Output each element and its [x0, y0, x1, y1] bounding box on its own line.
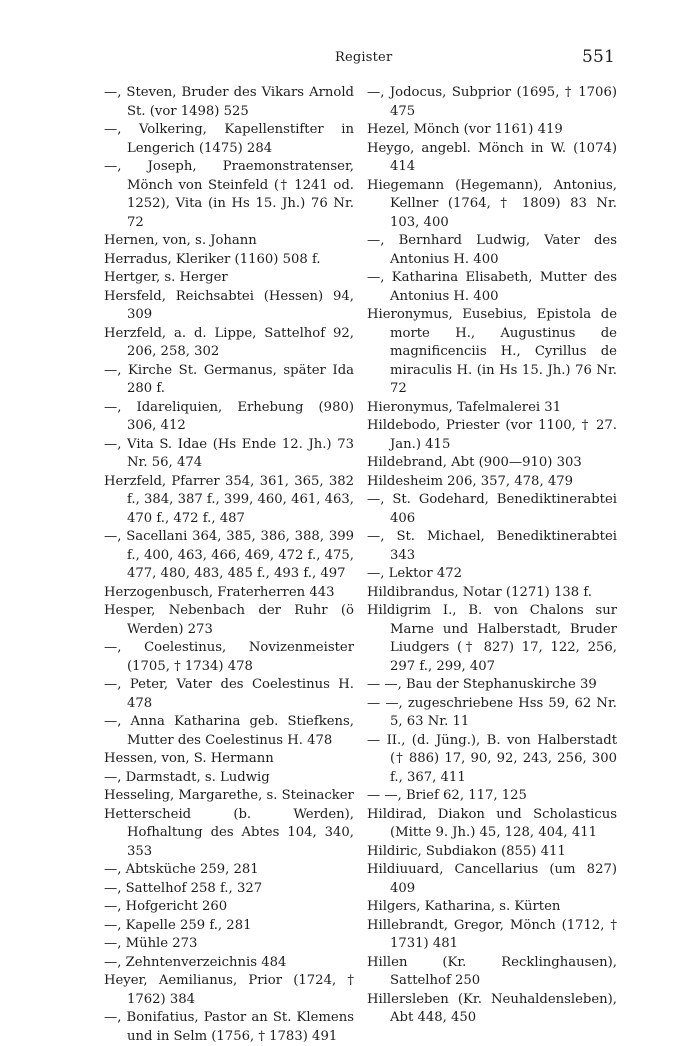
index-entry: Hernen, von, s. Johann: [104, 233, 257, 248]
index-entry: Hetterscheid (b. Werden), Hofhaltung des Abtes 104, 340, 353: [104, 806, 354, 859]
index-entry: Hildebodo, Priester (vor 1100, † 27. Jan.) 415: [367, 418, 617, 452]
index-entry: Hieronymus, Eusebius, Epistola de morte H., Augustinus de magnificenciis H., Cyrillus de miraculis H. (in Hs 15. Jh.) 76 Nr. 72: [367, 307, 617, 396]
index-entry: Hildirad, Diakon und Scholasticus (Mitte 9. Jh.) 45, 128, 404, 411: [367, 806, 617, 840]
index-entry: Hieronymus, Tafelmalerei 31: [367, 399, 562, 415]
index-entry: Heygo, angebl. Mönch in W. (1074) 414: [367, 140, 617, 174]
index-entry: —, Mühle 273: [104, 936, 198, 951]
index-entry: Herzfeld, a. d. Lippe, Sattelhof 92, 206, 258, 302: [104, 325, 354, 359]
index-entry: — —, Bau der Stephanuskirche 39: [367, 677, 597, 692]
index-entry: —, Zehntenverzeichnis 484: [104, 954, 287, 970]
index-entry: Heyer, Aemilianus, Prior (1724, † 1762) 384: [104, 973, 354, 1007]
index-entry: Hillersleben (Kr. Neuhaldensleben), Abt 448, 450: [367, 991, 617, 1025]
index-entry: —, Peter, Vater des Coelestinus H. 478: [104, 677, 354, 711]
index-entry: Hildigrim I., B. von Chalons sur Marne und Halberstadt, Bruder Liudgers († 827) 17, 122, 256, 297 f., 299, 407: [367, 603, 617, 674]
index-entry: Hesseling, Margarethe, s. Steinacker: [104, 788, 354, 803]
index-entry: Hildebrand, Abt (900—910) 303: [367, 455, 582, 470]
index-entry: Hessen, von, S. Hermann: [104, 751, 274, 766]
index-entry: —, Vita S. Idae (Hs Ende 12. Jh.) 73 Nr. 56, 474: [104, 436, 354, 470]
index-entry: Hezel, Mönch (vor 1161) 419: [367, 122, 563, 137]
index-entry: Hesper, Nebenbach der Ruhr (ö Werden) 273: [104, 603, 354, 637]
index-entry: —, Volkering, Kapellenstifter in Lengerich (1475) 284: [104, 122, 354, 156]
index-entry: —, Hofgericht 260: [104, 899, 228, 914]
index-entry: Hilgers, Katharina, s. Kürten: [367, 899, 561, 914]
index-entry: Hillen (Kr. Recklinghausen), Sattelhof 250: [367, 954, 617, 988]
index-entry: Hiegemann (Hegemann), Antonius, Kellner (1764, † 1809) 83 Nr. 103, 400: [367, 177, 617, 230]
index-entry: —, Katharina Elisabeth, Mutter des Antonius H. 400: [367, 270, 617, 304]
index-entry: —, Lektor 472: [367, 566, 463, 581]
index-entry: —, Anna Katharina geb. Stiefkens, Mutter des Coelestinus H. 478: [104, 714, 354, 748]
index-entry: Hildesheim 206, 357, 478, 479: [367, 473, 573, 489]
index-entry: Herradus, Kleriker (1160) 508 f.: [104, 251, 321, 267]
index-entry: —, Abtsküche 259, 281: [104, 862, 259, 877]
index-entry: —, Coelestinus, Novizenmeister (1705, † 1734) 478: [104, 640, 354, 674]
index-entry: Hildibrandus, Notar (1271) 138 f.: [367, 584, 592, 600]
index-entry: —, Bernhard Ludwig, Vater des Antonius H. 400: [367, 233, 617, 267]
index-entry: —, Sacellani 364, 385, 386, 388, 399 f., 400, 463, 466, 469, 472 f., 475, 477, 480, 483, 485 f., 493 f., 497: [104, 529, 354, 581]
index-entry: —, Kapelle 259 f., 281: [104, 917, 252, 933]
index-entry: —, Sattelhof 258 f., 327: [104, 880, 263, 896]
index-entry: Hildiric, Subdiakon (855) 411: [367, 843, 566, 859]
index-entry: —, Kirche St. Germanus, später Ida 280 f.: [104, 362, 354, 396]
index-entry: — —, Brief 62, 117, 125: [367, 788, 527, 803]
page-number: 551: [582, 47, 616, 67]
index-column-left: [104, 84, 354, 1046]
index-entry: —, Steven, Bruder des Vikars Arnold St. (vor 1498) 525: [104, 85, 354, 119]
index-entry: Hildiuuard, Cancellarius (um 827) 409: [367, 862, 617, 896]
index-entry: —, Bonifatius, Pastor an St. Klemens und in Selm (1756, † 1783) 491: [104, 1010, 354, 1044]
index-entry: Hersfeld, Reichsabtei (Hessen) 94, 309: [104, 288, 354, 322]
index-entry: —, St. Godehard, Benediktinerabtei 406: [367, 492, 617, 526]
index-entry: Hertger, s. Herger: [104, 270, 228, 285]
index-entry: —, St. Michael, Benediktinerabtei 343: [367, 529, 617, 563]
index-column-right: [367, 84, 617, 1028]
index-entry: —, Idareliquien, Erhebung (980) 306, 412: [104, 399, 354, 433]
index-entry: — II., (d. Jüng.), B. von Halberstadt († 886) 17, 90, 92, 243, 256, 300 f., 367, 411: [367, 732, 617, 785]
index-entry: —, Jodocus, Subprior (1695, † 1706) 475: [367, 85, 617, 119]
index-entry: Herzogenbusch, Fraterherren 443: [104, 584, 335, 600]
index-entry: Herzfeld, Pfarrer 354, 361, 365, 382 f., 384, 387 f., 399, 460, 461, 463, 470 f., 472 f., 487: [104, 473, 354, 526]
running-head-title: Register: [335, 50, 393, 65]
index-entry: —, Joseph, Praemonstratenser, Mönch von Steinfeld († 1241 od. 1252), Vita (in Hs 15. Jh.) 76 Nr. 72: [104, 159, 354, 230]
index-entry: —, Darmstadt, s. Ludwig: [104, 769, 270, 785]
index-entry: Hillebrandt, Gregor, Mönch (1712, † 1731) 481: [367, 917, 617, 951]
index-entry: — —, zugeschriebene Hss 59, 62 Nr. 5, 63 Nr. 11: [367, 695, 617, 729]
